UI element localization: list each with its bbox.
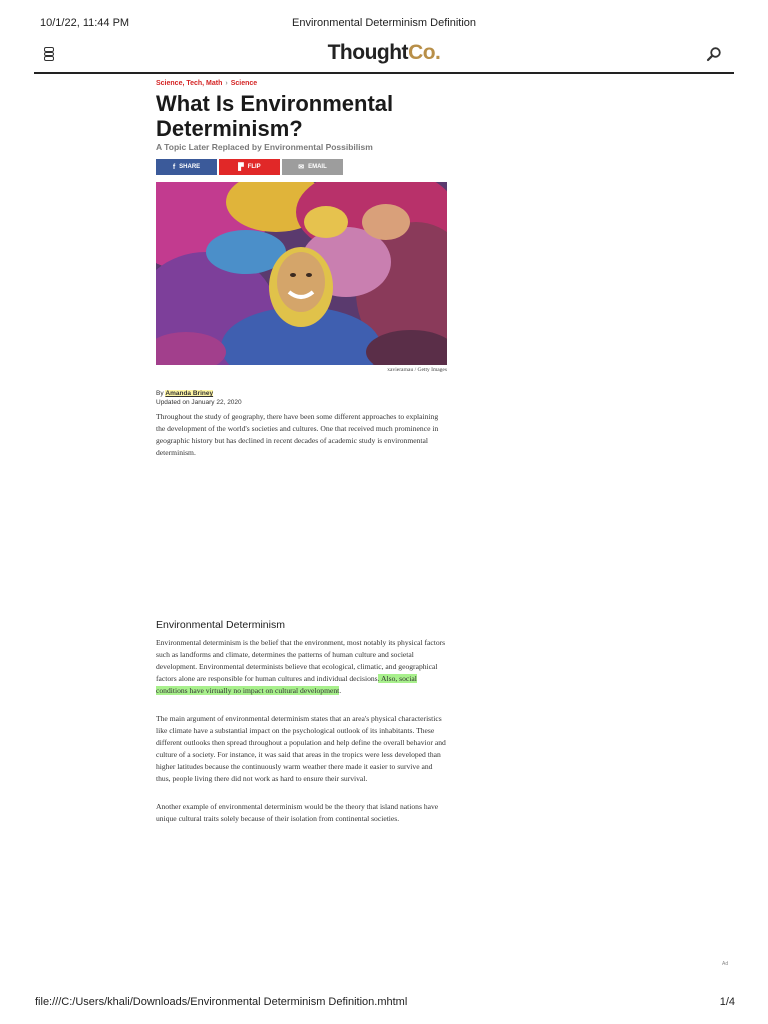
facebook-share-label: SHARE <box>179 164 201 170</box>
author-link[interactable]: Amanda Briney <box>165 390 214 397</box>
flipboard-share-button[interactable] <box>219 159 280 175</box>
intro-text: Throughout the study of geography, there have been some different approaches to explaining the development of the world's societies and cultures. One that received much prominence in geographic history but has declined in recent decades of academic study is environmental determinism. <box>156 412 439 457</box>
flipboard-icon: ▛ <box>238 164 244 171</box>
section-heading: Environmental Determinism <box>156 619 285 631</box>
print-page-number: 1/4 <box>719 996 735 1008</box>
breadcrumb-item-science-tech-math[interactable]: Science, Tech, Math <box>156 80 223 87</box>
paragraph-2 <box>156 713 448 785</box>
email-icon: ✉ <box>298 164 305 171</box>
share-buttons <box>156 159 345 175</box>
email-share-button[interactable] <box>282 159 343 175</box>
intro-paragraph <box>156 411 448 459</box>
facebook-share-button[interactable] <box>156 159 217 175</box>
flipboard-share-label: FLIP <box>247 164 261 170</box>
paragraph-2-text: The main argument of environmental determinism states that an area's physical characteristics like climate have a substantial impact on the psychological outlook of its inhabitants. These different outlooks then spread throughout a population and help define the overall behavior and culture of a society. For instance, it was said that areas in the tropics were less developed than higher latitudes because the continuously warm weather there made it easier to survive and thus, people living there did not work as hard to ensure their survival. <box>156 714 446 783</box>
site-header <box>34 38 734 74</box>
print-doc-title: Environmental Determinism Definition <box>291 17 476 29</box>
email-share-label: EMAIL <box>308 164 327 170</box>
logo-co-text: Co. <box>408 41 441 64</box>
article-headline: What Is Environmental Determinism? <box>156 91 394 141</box>
facebook-icon: f <box>172 163 176 171</box>
updated-date: Updated on January 22, 2020 <box>156 399 242 406</box>
breadcrumb-item-science[interactable]: Science <box>230 80 258 87</box>
image-credit: xavierarnau / Getty Images <box>387 367 447 373</box>
breadcrumb <box>156 80 448 87</box>
byline-prefix: By <box>156 390 164 397</box>
article-subtitle: A Topic Later Replaced by Environmental Possibilism <box>156 142 373 152</box>
paragraph-3-text: Another example of environmental determinism would be the theory that island nations have unique cultural traits solely because of their isolation from continental societies. <box>156 802 439 823</box>
print-url: file:///C:/Users/khali/Downloads/Environmental Determinism Definition.mhtml <box>35 996 408 1008</box>
highlighted-text: . Also, social conditions have virtually no impact on cultural development <box>156 674 417 695</box>
search-icon[interactable] <box>706 46 722 62</box>
paragraph-1-end: . <box>339 686 342 695</box>
author-line <box>156 389 448 398</box>
print-datetime: 10/1/22, 11:44 PM <box>40 17 130 29</box>
paragraph-1-text: Environmental determinism is the belief that the environment, most notably its physical factors such as landforms and climate, determines the patterns of human culture and societal development. Environmental determinists believe that ecological, climatic, and geographical factors alone are responsible for human cultures and individual decisions <box>156 638 446 683</box>
byline <box>156 389 448 407</box>
logo-text: Thought <box>327 41 409 64</box>
site-logo[interactable] <box>34 41 734 65</box>
hero-image <box>156 182 447 365</box>
ad-label: Ad <box>722 961 729 967</box>
breadcrumb-separator: › <box>225 80 228 87</box>
paragraph-3 <box>156 801 448 825</box>
paragraph-1 <box>156 637 448 697</box>
